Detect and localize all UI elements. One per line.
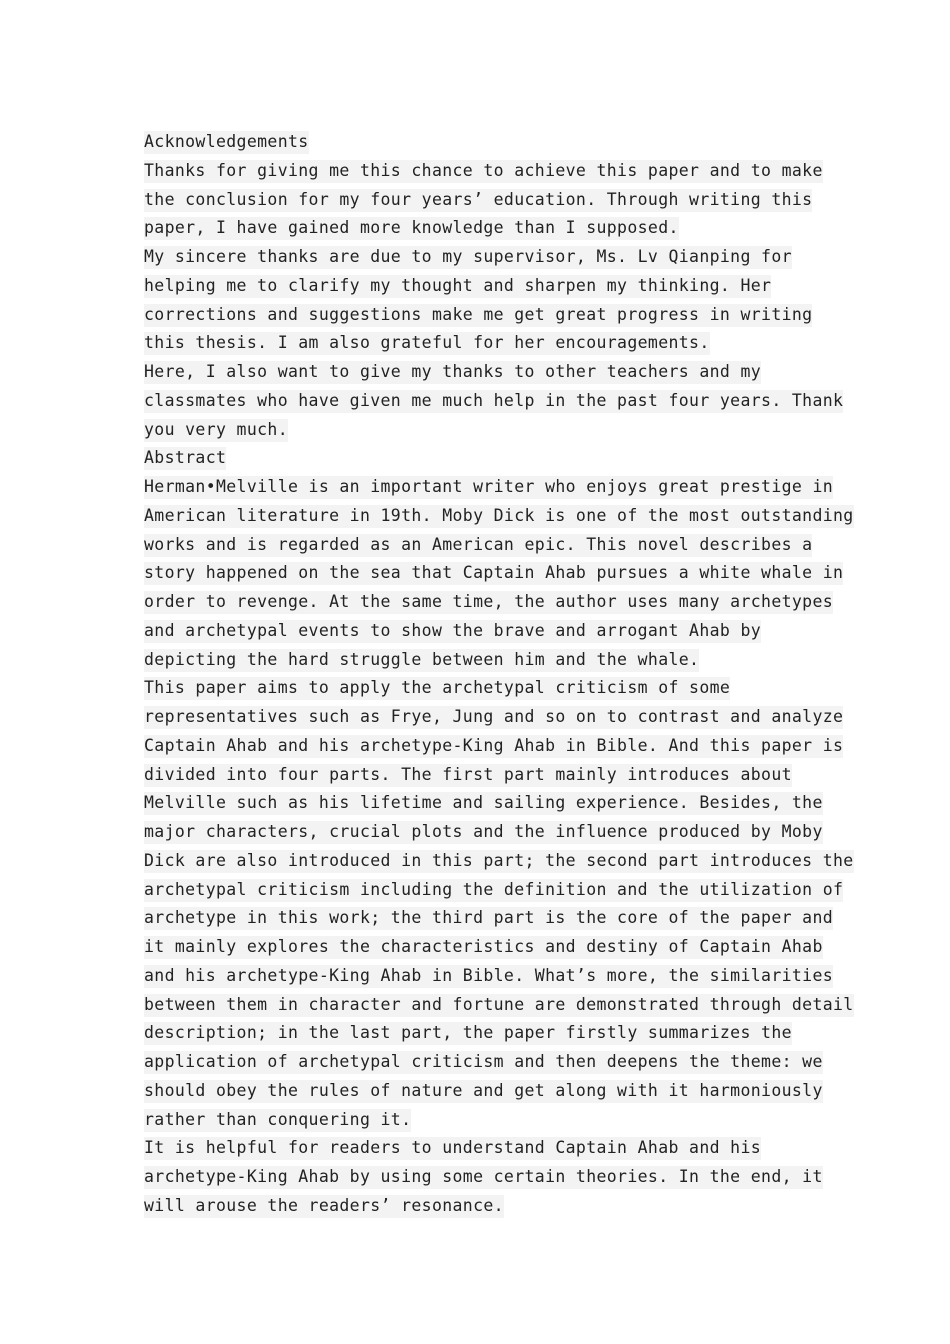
text-line: rather than conquering it. <box>144 1106 824 1135</box>
text-line: Captain Ahab and his archetype-King Ahab in Bible. And this paper is <box>144 732 824 761</box>
text-line: representatives such as Frye, Jung and so on to contrast and analyze <box>144 703 824 732</box>
text-line: it mainly explores the characteristics and destiny of Captain Ahab <box>144 933 824 962</box>
text-line: order to revenge. At the same time, the author uses many archetypes <box>144 588 824 617</box>
text-line: corrections and suggestions make me get great progress in writing <box>144 301 824 330</box>
text-line: should obey the rules of nature and get along with it harmoniously <box>144 1077 824 1106</box>
text-line: story happened on the sea that Captain Ahab pursues a white whale in <box>144 559 824 588</box>
text-line: you very much. <box>144 416 824 445</box>
text-line: Herman•Melville is an important writer who enjoys great prestige in <box>144 473 824 502</box>
heading-abstract: Abstract <box>144 444 824 473</box>
text-line: This paper aims to apply the archetypal criticism of some <box>144 674 824 703</box>
text-line: archetype-King Ahab by using some certain theories. In the end, it <box>144 1163 824 1192</box>
document-body <box>144 128 854 1221</box>
text-line: the conclusion for my four years’ education. Through writing this <box>144 186 824 215</box>
text-line: Here, I also want to give my thanks to other teachers and my <box>144 358 824 387</box>
text-line: It is helpful for readers to understand Captain Ahab and his <box>144 1134 824 1163</box>
text-line: description; in the last part, the paper firstly summarizes the <box>144 1019 824 1048</box>
text-line: American literature in 19th. Moby Dick is one of the most outstanding <box>144 502 824 531</box>
text-line: divided into four parts. The first part mainly introduces about <box>144 761 824 790</box>
text-line: will arouse the readers’ resonance. <box>144 1192 824 1221</box>
text-line: My sincere thanks are due to my supervisor, Ms. Lv Qianping for <box>144 243 824 272</box>
text-line: helping me to clarify my thought and sharpen my thinking. Her <box>144 272 824 301</box>
text-line: archetype in this work; the third part is the core of the paper and <box>144 904 824 933</box>
text-line: Melville such as his lifetime and sailing experience. Besides, the <box>144 789 824 818</box>
text-line: Thanks for giving me this chance to achieve this paper and to make <box>144 157 824 186</box>
text-line: classmates who have given me much help in the past four years. Thank <box>144 387 824 416</box>
heading-acknowledgements: Acknowledgements <box>144 128 824 157</box>
text-line: and his archetype-King Ahab in Bible. What’s more, the similarities <box>144 962 824 991</box>
text-line: between them in character and fortune are demonstrated through detail <box>144 991 824 1020</box>
text-line: Dick are also introduced in this part; the second part introduces the <box>144 847 824 876</box>
text-line: works and is regarded as an American epic. This novel describes a <box>144 531 824 560</box>
text-line: paper, I have gained more knowledge than I supposed. <box>144 214 824 243</box>
text-line: this thesis. I am also grateful for her encouragements. <box>144 329 824 358</box>
text-line: application of archetypal criticism and then deepens the theme: we <box>144 1048 824 1077</box>
text-line: and archetypal events to show the brave and arrogant Ahab by <box>144 617 824 646</box>
text-line: depicting the hard struggle between him and the whale. <box>144 646 824 675</box>
text-line: major characters, crucial plots and the influence produced by Moby <box>144 818 824 847</box>
text-line: archetypal criticism including the definition and the utilization of <box>144 876 824 905</box>
